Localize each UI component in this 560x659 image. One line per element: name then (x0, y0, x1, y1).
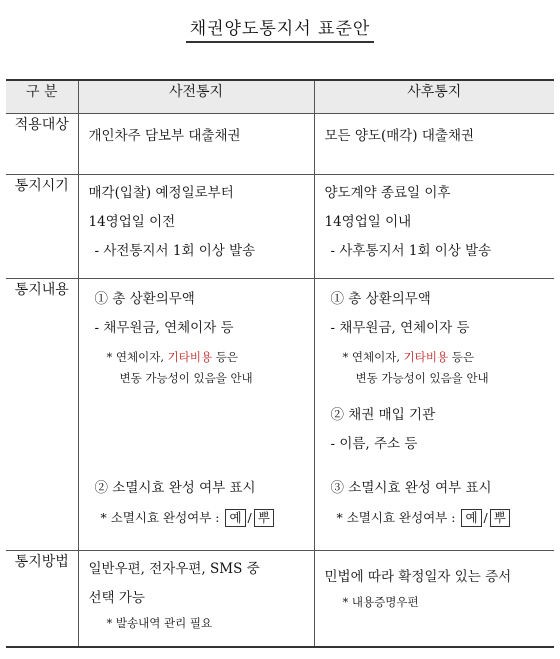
method-post-note: * 내용증명우편 (342, 595, 419, 609)
method-pre-line: 선택 가능 (88, 590, 145, 606)
timing-post-line: 양도계약 종료일 이후 (324, 185, 451, 201)
content-pre-note: * 연체이자, 기타비용 등은 (106, 350, 238, 364)
method-post-line: 민법에 따라 확정일자 있는 증서 (324, 569, 512, 585)
header-row (6, 80, 554, 114)
target-pre-text: 개인차주 담보부 대출채권 (88, 128, 241, 144)
content-pre-note-line2: 변동 가능성이 있음을 안내 (119, 371, 253, 385)
yes-box: 예 (461, 509, 481, 527)
content-pre-cell (78, 279, 314, 551)
note-highlight: 기타비용 (167, 350, 213, 364)
timing-post-cell (314, 175, 554, 279)
timing-pre-line: - 사전통지서 1회 이상 발송 (94, 243, 256, 259)
row-label-target: 적용대상 (6, 114, 78, 175)
content-post-note-line2: 변동 가능성이 있음을 안내 (355, 371, 489, 385)
document-title (0, 14, 560, 43)
notice-standard-table (6, 79, 554, 648)
content-post-item1: ① 총 상환의무액 (330, 291, 431, 307)
method-pre-cell (78, 551, 314, 647)
document-title-text: 채권양도통지서 표준안 (186, 14, 375, 43)
timing-post-line: 14영업일 이내 (324, 214, 412, 230)
header-pre-notice: 사전통지 (78, 80, 314, 114)
row-label-content: 통지내용 (6, 279, 78, 551)
timing-pre-line: 매각(입찰) 예정일로부터 (88, 185, 234, 201)
content-post-item3-sub: * 소멸시효 완성여부 : 예 / 뿌 (325, 503, 545, 532)
content-post-item2-sub: - 이름, 주소 등 (330, 436, 418, 452)
no-box: 뿌 (254, 509, 274, 527)
content-post-item3: ③ 소멸시효 완성 여부 표시 (330, 480, 492, 496)
timing-pre-cell (78, 175, 314, 279)
content-pre-item2-sub: * 소멸시효 완성여부 : 예 / 뿌 (89, 503, 304, 532)
header-post-notice: 사후통지 (314, 80, 554, 114)
header-category: 구 분 (6, 80, 78, 114)
row-timing (6, 175, 554, 279)
content-pre-item1-sub: - 채무원금, 연체이자 등 (94, 320, 234, 336)
timing-post-line: - 사후통지서 1회 이상 발송 (330, 243, 492, 259)
row-method (6, 551, 554, 647)
row-label-method: 통지방법 (6, 551, 78, 647)
note-highlight: 기타비용 (403, 350, 449, 364)
target-post-text: 모든 양도(매각) 대출채권 (324, 128, 475, 144)
method-pre-note: * 발송내역 관리 필요 (106, 616, 213, 630)
yes-box: 예 (225, 509, 245, 527)
target-post-cell (314, 114, 554, 175)
row-target (6, 114, 554, 175)
content-post-item1-sub: - 채무원금, 연체이자 등 (330, 320, 470, 336)
content-pre-item1: ① 총 상환의무액 (94, 291, 195, 307)
content-post-cell (314, 279, 554, 551)
row-label-timing: 통지시기 (6, 175, 78, 279)
row-content (6, 279, 554, 551)
no-box: 뿌 (490, 509, 510, 527)
method-post-cell (314, 551, 554, 647)
method-pre-line: 일반우편, 전자우편, SMS 중 (88, 561, 260, 577)
content-pre-item2: ② 소멸시효 완성 여부 표시 (94, 480, 256, 496)
target-pre-cell (78, 114, 314, 175)
content-post-note: * 연체이자, 기타비용 등은 (342, 350, 474, 364)
content-post-item2: ② 채권 매입 기관 (330, 407, 436, 423)
timing-pre-line: 14영업일 이전 (88, 214, 176, 230)
